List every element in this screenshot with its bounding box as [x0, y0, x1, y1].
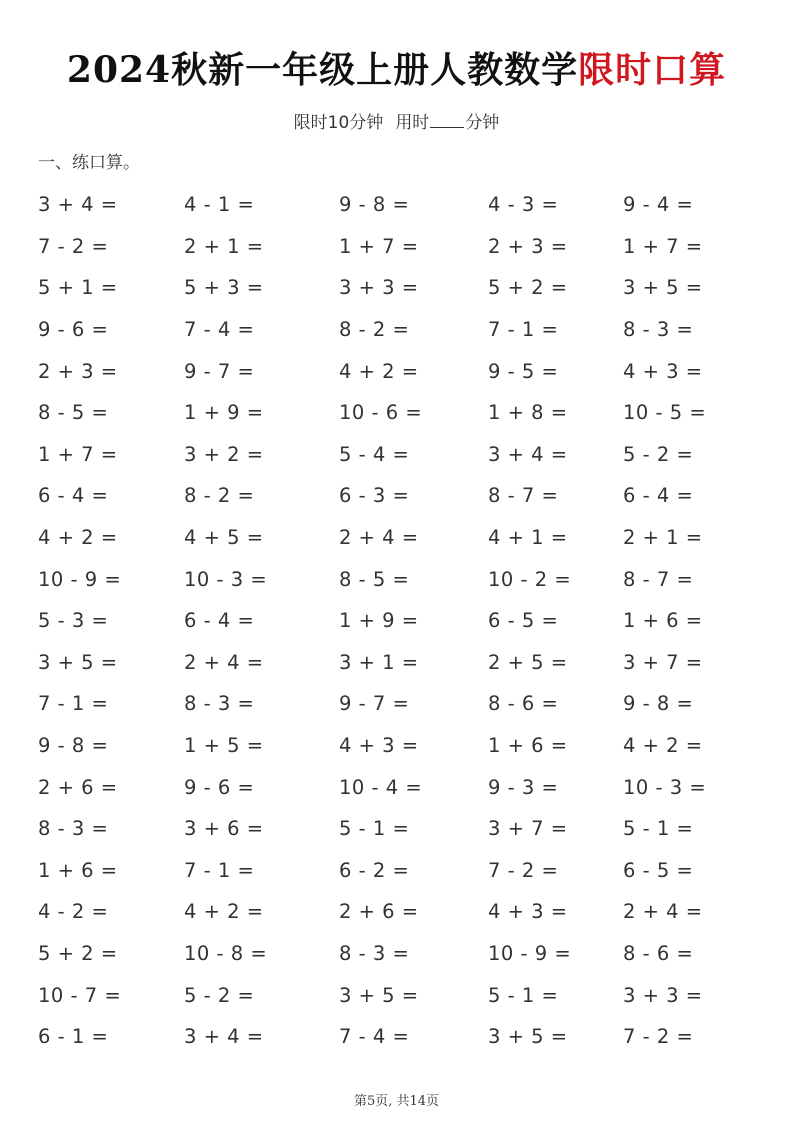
problem-item: 5 + 2 =: [488, 276, 568, 300]
problem-row: [38, 226, 778, 268]
problem-item: 3 + 2 =: [184, 442, 264, 466]
problem-row: [38, 766, 778, 808]
problem-item: 9 - 8 =: [623, 692, 694, 716]
problem-item: 1 + 9 =: [184, 401, 264, 425]
problem-item: 6 - 4 =: [184, 609, 255, 633]
problem-item: 3 + 4 =: [488, 442, 568, 466]
problem-item: 8 - 6 =: [623, 941, 694, 965]
problem-item: 8 - 3 =: [184, 692, 255, 716]
problem-item: 2 + 1 =: [623, 526, 703, 550]
problem-item: 7 - 2 =: [623, 1025, 694, 1049]
problem-item: 1 + 6 =: [623, 609, 703, 633]
problem-item: 8 - 5 =: [38, 401, 109, 425]
problem-row: [38, 475, 778, 517]
problem-item: 5 - 3 =: [38, 609, 109, 633]
problem-item: 10 - 3 =: [623, 775, 707, 799]
problem-item: 10 - 4 =: [339, 775, 423, 799]
page-number: 第5页, 共14页: [353, 1094, 440, 1109]
problem-item: 7 - 1 =: [488, 318, 559, 342]
problem-item: 1 + 6 =: [488, 734, 568, 758]
problem-item: 6 - 2 =: [339, 858, 410, 882]
problem-item: 3 + 5 =: [38, 650, 118, 674]
problem-item: 5 + 2 =: [38, 941, 118, 965]
problem-row: [38, 891, 778, 933]
problem-item: 7 - 4 =: [339, 1025, 410, 1049]
problem-item: 8 - 5 =: [339, 567, 410, 591]
problem-item: 9 - 7 =: [184, 359, 255, 383]
problem-item: 4 + 2 =: [184, 900, 264, 924]
problem-item: 9 - 4 =: [623, 193, 694, 217]
problem-row: [38, 434, 778, 476]
problem-item: 8 - 3 =: [623, 318, 694, 342]
problem-item: 2 + 6 =: [38, 775, 118, 799]
problem-item: 1 + 7 =: [339, 234, 419, 258]
problem-item: 4 + 1 =: [488, 526, 568, 550]
problem-item: 3 + 7 =: [623, 650, 703, 674]
page-title-main: 2024秋新一年级上册人教数学: [66, 49, 579, 91]
problem-item: 3 + 7 =: [488, 817, 568, 841]
problem-item: 2 + 5 =: [488, 650, 568, 674]
problem-item: 5 - 1 =: [339, 817, 410, 841]
problem-item: 4 + 2 =: [623, 734, 703, 758]
problem-item: 4 + 2 =: [339, 359, 419, 383]
problem-item: 1 + 6 =: [38, 858, 118, 882]
problem-item: 2 + 3 =: [38, 359, 118, 383]
problem-item: 3 + 1 =: [339, 650, 419, 674]
problem-item: 4 + 3 =: [339, 734, 419, 758]
problem-item: 6 - 4 =: [38, 484, 109, 508]
problem-item: 1 + 7 =: [38, 442, 118, 466]
problem-item: 10 - 7 =: [38, 983, 122, 1007]
problem-item: 10 - 8 =: [184, 941, 268, 965]
problem-row: [38, 309, 778, 351]
problem-item: 2 + 4 =: [184, 650, 264, 674]
problem-item: 7 - 2 =: [38, 234, 109, 258]
problem-row: [38, 974, 778, 1016]
problem-item: 9 - 8 =: [339, 193, 410, 217]
time-limit-text: 限时10分钟: [293, 113, 384, 133]
problem-item: 8 - 2 =: [184, 484, 255, 508]
problem-item: 9 - 6 =: [38, 318, 109, 342]
problem-item: 4 + 2 =: [38, 526, 118, 550]
problem-row: [38, 558, 778, 600]
problem-item: 2 + 4 =: [623, 900, 703, 924]
problem-item: 10 - 9 =: [38, 567, 122, 591]
problem-item: 8 - 3 =: [339, 941, 410, 965]
page-title: [0, 44, 793, 96]
problem-item: 9 - 6 =: [184, 775, 255, 799]
problem-item: 3 + 5 =: [488, 1025, 568, 1049]
problem-row: [38, 725, 778, 767]
problem-item: 6 - 5 =: [488, 609, 559, 633]
problem-item: 5 - 4 =: [339, 442, 410, 466]
problem-row: [38, 600, 778, 642]
problem-item: 3 + 3 =: [623, 983, 703, 1007]
problem-row: [38, 392, 778, 434]
problem-item: 6 - 1 =: [38, 1025, 109, 1049]
problem-item: 6 - 4 =: [623, 484, 694, 508]
time-used-prefix: 用时: [395, 113, 430, 133]
problem-item: 3 + 5 =: [623, 276, 703, 300]
time-used-blank[interactable]: [430, 111, 464, 128]
problem-item: 2 + 1 =: [184, 234, 264, 258]
problem-row: [38, 933, 778, 975]
problem-item: 3 + 6 =: [184, 817, 264, 841]
problem-item: 9 - 7 =: [339, 692, 410, 716]
section-heading: 一、练口算。: [38, 153, 140, 173]
problem-item: 4 - 3 =: [488, 193, 559, 217]
problem-item: 9 - 8 =: [38, 734, 109, 758]
problem-item: 3 + 3 =: [339, 276, 419, 300]
problem-item: 10 - 9 =: [488, 941, 572, 965]
problem-item: 4 + 3 =: [623, 359, 703, 383]
problem-item: 5 - 2 =: [184, 983, 255, 1007]
problem-item: 5 + 3 =: [184, 276, 264, 300]
page-title-highlight: 限时口算: [578, 49, 727, 91]
problem-item: 4 - 2 =: [38, 900, 109, 924]
problem-item: 9 - 3 =: [488, 775, 559, 799]
problem-row: [38, 683, 778, 725]
problem-row: [38, 184, 778, 226]
problem-row: [38, 350, 778, 392]
time-used-suffix: 分钟: [465, 113, 500, 133]
problem-item: 3 + 4 =: [184, 1025, 264, 1049]
problem-item: 1 + 8 =: [488, 401, 568, 425]
problem-item: 10 - 6 =: [339, 401, 423, 425]
problem-item: 7 - 4 =: [184, 318, 255, 342]
problem-item: 2 + 4 =: [339, 526, 419, 550]
problem-item: 1 + 5 =: [184, 734, 264, 758]
problem-row: [38, 850, 778, 892]
problem-item: 6 - 5 =: [623, 858, 694, 882]
problem-item: 8 - 7 =: [488, 484, 559, 508]
problem-item: 5 + 1 =: [38, 276, 118, 300]
problem-item: 3 + 4 =: [38, 193, 118, 217]
problem-item: 4 + 5 =: [184, 526, 264, 550]
problem-item: 7 - 1 =: [184, 858, 255, 882]
problem-item: 10 - 5 =: [623, 401, 707, 425]
problem-row: [38, 808, 778, 850]
problem-item: 8 - 2 =: [339, 318, 410, 342]
problem-item: 9 - 5 =: [488, 359, 559, 383]
problem-item: 7 - 1 =: [38, 692, 109, 716]
problem-item: 5 - 1 =: [623, 817, 694, 841]
problem-item: 1 + 7 =: [623, 234, 703, 258]
problem-item: 5 - 1 =: [488, 983, 559, 1007]
time-info: [0, 110, 793, 136]
problem-item: 1 + 9 =: [339, 609, 419, 633]
problem-item: 5 - 2 =: [623, 442, 694, 466]
problem-row: [38, 517, 778, 559]
problem-item: 10 - 2 =: [488, 567, 572, 591]
problem-row: [38, 267, 778, 309]
problem-item: 10 - 3 =: [184, 567, 268, 591]
problem-item: 7 - 2 =: [488, 858, 559, 882]
problem-item: 2 + 6 =: [339, 900, 419, 924]
problem-item: 4 + 3 =: [488, 900, 568, 924]
problem-row: [38, 642, 778, 684]
problem-item: 8 - 6 =: [488, 692, 559, 716]
problem-grid: [38, 184, 778, 1057]
problem-row: [38, 1016, 778, 1058]
problem-item: 6 - 3 =: [339, 484, 410, 508]
problem-item: 4 - 1 =: [184, 193, 255, 217]
problem-item: 8 - 7 =: [623, 567, 694, 591]
problem-item: 2 + 3 =: [488, 234, 568, 258]
problem-item: 3 + 5 =: [339, 983, 419, 1007]
problem-item: 8 - 3 =: [38, 817, 109, 841]
